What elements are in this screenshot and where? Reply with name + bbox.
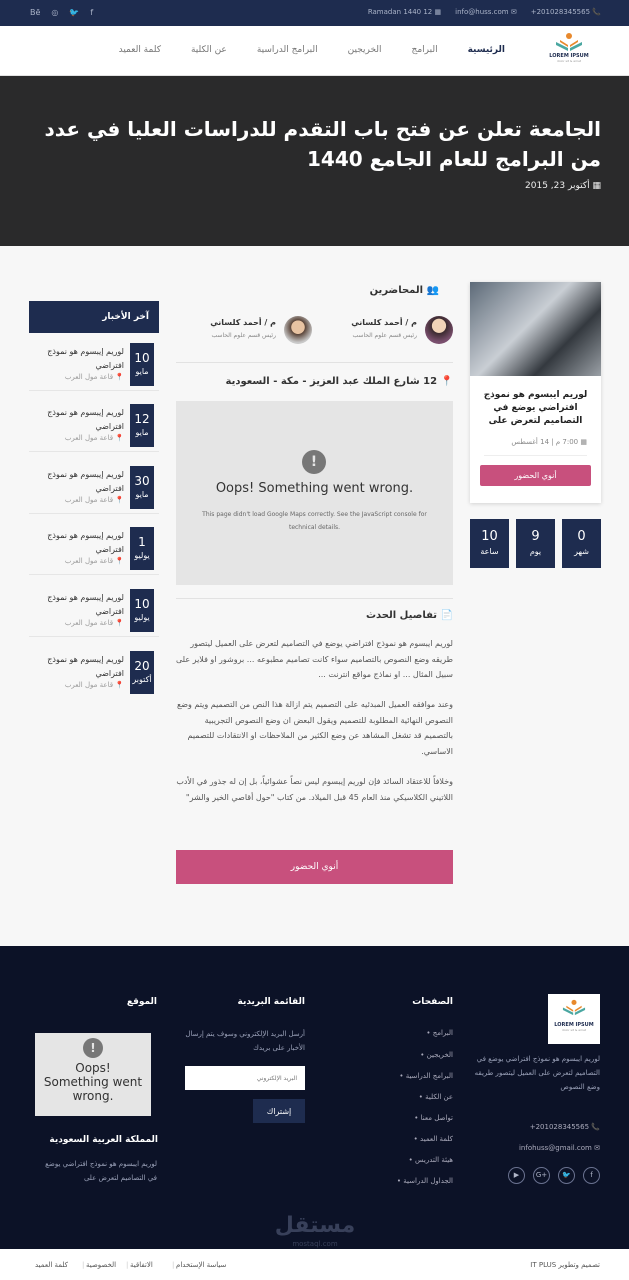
facebook-icon[interactable]: f	[90, 8, 94, 17]
mail-icon: ✉	[594, 1144, 600, 1152]
news-item[interactable]	[29, 463, 159, 514]
footer-link-contact[interactable]: تواصل معنا •	[414, 1114, 453, 1122]
nav-menu	[119, 45, 505, 55]
credit-text: تصميم وتطوير IT PLUS	[530, 1261, 600, 1269]
lecturer-2-avatar	[284, 316, 312, 344]
footer-map-error: Oops! Something went wrong.	[43, 1061, 143, 1103]
news-place: 📍 قاعة مول العرب	[64, 557, 124, 565]
news-date-badge: 10 مايو	[130, 343, 154, 386]
nav-item-home[interactable]: الرئيسية	[467, 45, 505, 55]
top-bar	[0, 0, 629, 26]
map-pin-icon: 📍	[440, 376, 453, 387]
news-place: 📍 قاعة مول العرب	[64, 373, 124, 381]
lecturer-2: م / أحمد كلساني رئيس قسم علوم الحاسب	[210, 318, 276, 339]
news-item[interactable]	[29, 401, 159, 452]
footer-about: لوريم ايبسوم هو نموذج افتراضي يوضع في التصاميم لتعرض على العميل ليتصور طريقه وضع النصوص	[474, 1055, 600, 1091]
event-card-time: ▦ 7:00 م | 14 أغسطس	[484, 438, 587, 456]
news-date-badge: 10 يوليو	[130, 589, 154, 632]
footer-mail-text: أرسل البريد الإلكتروني وسوف يتم إرسال الأخبار على بريدك	[185, 1030, 305, 1052]
footer-link-dean-word[interactable]: كلمة العميد •	[413, 1135, 453, 1143]
google-plus-icon[interactable]: G+	[533, 1167, 550, 1184]
bottom-link-privacy[interactable]: الخصوصية	[86, 1261, 117, 1269]
calendar-icon: ▦	[580, 438, 587, 446]
footer-site-heading: الموقع	[126, 997, 157, 1007]
event-card-title[interactable]: لوريم ايبسوم هو نموذج افتراضي يوضع في التصاميم لتعرض على	[483, 390, 588, 426]
news-title[interactable]: لوريم إيبسوم هو نموذج افتراضي	[47, 408, 124, 431]
page-title: الجامعة تعلن عن فتح باب التقدم للدراسات العليا في عدد من البرامج للعام الجامع 1440	[44, 117, 601, 171]
countdown-days: 9 يوم	[516, 519, 555, 568]
logo-subtitle: dolor sit & amet	[556, 59, 582, 63]
news-place: 📍 قاعة مول العرب	[64, 434, 124, 442]
bottom-bar	[0, 1249, 629, 1280]
bottom-link-terms[interactable]: سياسة الإستخدام	[176, 1261, 227, 1269]
map-pin-icon: 📍	[115, 557, 124, 565]
countdown-months: 0 شهر	[562, 519, 601, 568]
separator: |	[82, 1261, 85, 1269]
behance-icon[interactable]: Bē	[30, 8, 41, 17]
map-pin-icon: 📍	[115, 373, 124, 381]
site-logo[interactable]	[545, 32, 593, 70]
footer-phone: 📞 201028345565+	[529, 1123, 600, 1131]
separator: |	[172, 1261, 175, 1269]
nav-item-programs[interactable]: البرامج	[411, 45, 438, 55]
news-date-badge: 30 مايو	[130, 466, 154, 509]
nav-item-dean-word[interactable]: كلمة العميد	[118, 45, 161, 55]
news-place: 📍 قاعة مول العرب	[64, 496, 124, 504]
event-card	[470, 282, 601, 503]
footer-link-programs[interactable]: البرامج •	[426, 1029, 453, 1037]
news-place: 📍 قاعة مول العرب	[64, 619, 124, 627]
twitter-icon[interactable]: 🐦	[558, 1167, 575, 1184]
map-pin-icon: 📍	[115, 496, 124, 504]
footer-link-faculty[interactable]: هيئة التدريس •	[408, 1156, 453, 1164]
divider	[176, 362, 453, 363]
location-heading: 📍 12 شارع الملك عبد العزيز - مكة - السعودية	[225, 376, 453, 387]
nav-item-study-programs[interactable]: البرامج الدراسية	[256, 45, 318, 55]
footer-email[interactable]: ✉ infohuss@gmail.com	[518, 1144, 600, 1152]
topbar-phone: 📞 201028345565+	[530, 8, 601, 16]
twitter-icon[interactable]: 🐦	[69, 8, 80, 17]
event-card-attend-button[interactable]: أنوي الحضور	[480, 465, 591, 486]
map-pin-icon: 📍	[115, 434, 124, 442]
hero-banner	[0, 76, 629, 246]
facebook-icon[interactable]: f	[583, 1167, 600, 1184]
details-paragraph-1: لوريم ايبسوم هو نموذج افتراضي يوضع في التصاميم لتعرض على العميل ليتصور طريقه وضع النصوص بالتصاميم سواء كانت تصاميم مطبوعه ... بروشور او فلاير على سبيل المثال ... او نماذج مواقع انترنت ...	[176, 639, 453, 679]
mail-icon: ✉	[510, 8, 517, 16]
youtube-icon[interactable]: ▶	[508, 1167, 525, 1184]
separator: |	[126, 1261, 129, 1269]
bottom-link-agreement[interactable]: الاتفاقية	[130, 1261, 153, 1269]
footer-logo[interactable]: LOREM IPSUM dolor sit & amet	[548, 994, 600, 1044]
news-item[interactable]	[29, 340, 159, 391]
watermark: مستقل	[274, 1213, 356, 1238]
phone-icon: 📞	[592, 8, 601, 16]
dribbble-icon[interactable]: ◎	[51, 8, 59, 17]
book-logo-icon	[561, 999, 587, 1016]
news-title[interactable]: لوريم إيبسوم هو نموذج افتراضي	[47, 347, 124, 370]
footer-pages-heading: الصفحات	[412, 997, 453, 1007]
watermark-sub: mostaql.com	[292, 1240, 338, 1248]
map-pin-icon: 📍	[115, 619, 124, 627]
map-error-detail: This page didn't load Google Maps correctly. See the JavaScript console for technical details.	[202, 511, 427, 531]
calendar-icon: ▦	[592, 181, 601, 191]
footer-link-about[interactable]: عن الكلية •	[418, 1093, 453, 1101]
countdown-hours: 10 ساعة	[470, 519, 509, 568]
footer-mail-heading: القائمة البريدية	[237, 997, 305, 1007]
users-icon: 👥	[426, 285, 439, 296]
google-map[interactable]	[176, 401, 453, 585]
footer-link-graduates[interactable]: الخريجين •	[420, 1051, 453, 1059]
lecturer-1: م / أحمد كلساني رئيس قسم علوم الحاسب	[351, 318, 417, 339]
book-logo-icon	[554, 32, 584, 52]
news-date-badge: 20 أكتوبر	[130, 651, 154, 694]
news-item[interactable]	[29, 648, 159, 699]
hero-date: ▦ أكتوبر 23, 2015	[525, 181, 601, 191]
footer-country-text: لوريم ايبسوم هو نموذج افتراضي يوضع في التصاميم لتعرض على	[45, 1160, 157, 1182]
topbar-info	[368, 8, 601, 16]
logo-title: LOREM IPSUM	[549, 53, 589, 59]
lecturers-heading: 👥 المحاضرين	[369, 285, 439, 296]
news-title[interactable]: لوريم إيبسوم هو نموذج افتراضي	[47, 470, 124, 493]
phone-icon: 📞	[591, 1123, 600, 1131]
news-date-badge: 1 يوليو	[130, 527, 154, 570]
news-date-badge: 12 مايو	[130, 404, 154, 447]
nav-item-about[interactable]: عن الكلية	[190, 45, 227, 55]
nav-item-graduates[interactable]: الخريجين	[347, 45, 382, 55]
event-image	[470, 282, 601, 376]
footer-country: المملكة العربية السعودية	[49, 1135, 158, 1145]
details-paragraph-2: وعند موافقه العميل المبدئيه على التصميم يتم ازالة هذا النص من التصميم ويتم وضع النصوص النهائية المطلوبة للتصميم ويقول البعض ان وضع النصوص التجريبية بالتصميم قد تشغل المشاهد عن وضع الكثير من الملاحظات او الانتقادات للتصميم الاساسي.	[176, 700, 453, 756]
footer-link-study-programs[interactable]: البرامج الدراسية •	[399, 1072, 453, 1080]
topbar-email[interactable]: ✉ info@huss.com	[455, 8, 517, 16]
latest-news-heading: آخر الأخبار	[29, 301, 159, 333]
topbar-date: ▦ Ramadan 1440 12	[367, 8, 442, 16]
news-item[interactable]	[29, 524, 159, 575]
topbar-social	[30, 8, 93, 17]
map-pin-icon: 📍	[115, 681, 124, 689]
divider	[176, 598, 453, 599]
details-paragraph-3: وخلافاً للاعتقاد السائد فإن لوريم إيبسوم ليس نصاً عشوائياً، بل إن له جذور في الأدب اللاتيني الكلاسيكي منذ العام 45 قبل الميلاد. من كتاب "حول أقاصي الخير والشر"	[176, 777, 453, 802]
footer-link-schedules[interactable]: الجداول الدراسية •	[396, 1177, 453, 1185]
news-title[interactable]: لوريم إيبسوم هو نموذج افتراضي	[47, 655, 124, 678]
calendar-icon: ▦	[434, 8, 442, 16]
document-icon: 📄	[440, 610, 453, 621]
error-icon: !	[83, 1038, 103, 1058]
error-icon: !	[302, 450, 326, 474]
bottom-link-dean-word[interactable]: كلمة العميد	[35, 1261, 68, 1269]
news-item[interactable]	[29, 586, 159, 637]
details-heading: 📄 تفاصيل الحدث	[365, 610, 453, 621]
newsletter-email-input[interactable]	[185, 1066, 305, 1090]
news-title[interactable]: لوريم إيبسوم هو نموذج افتراضي	[47, 593, 124, 616]
attend-button[interactable]: أنوي الحضور	[176, 850, 453, 884]
footer-map[interactable]	[35, 1033, 151, 1116]
news-title[interactable]: لوريم إيبسوم هو نموذج افتراضي	[47, 531, 124, 554]
map-error-title: Oops! Something went wrong.	[215, 481, 414, 496]
subscribe-button[interactable]: إشتراك	[253, 1099, 305, 1123]
lecturer-1-avatar	[425, 316, 453, 344]
news-place: 📍 قاعة مول العرب	[64, 681, 124, 689]
main-navbar	[0, 26, 629, 76]
